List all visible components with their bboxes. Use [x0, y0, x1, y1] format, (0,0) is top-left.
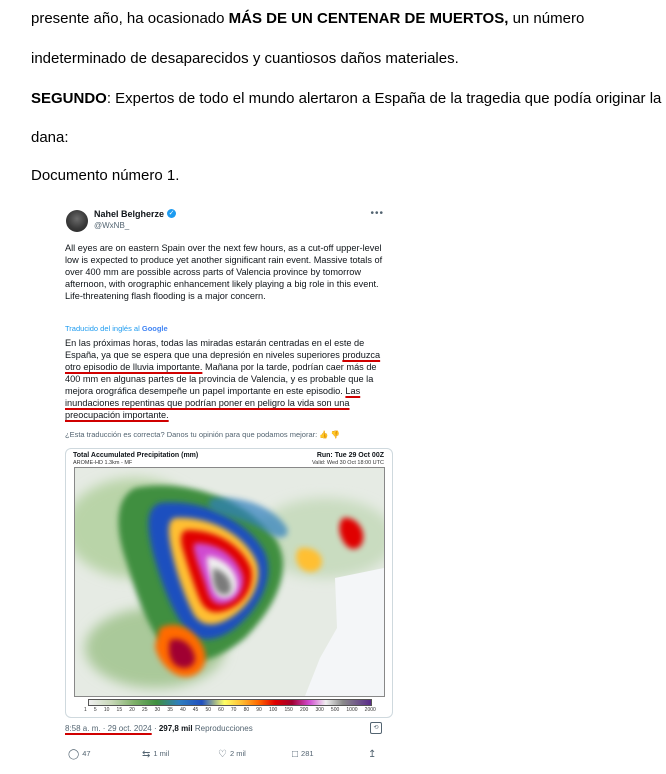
reply-button[interactable]: ◯ 47 [68, 749, 91, 760]
reply-icon: ◯ [68, 749, 80, 760]
embedded-tweet [58, 200, 396, 774]
map-title: Total Accumulated Precipitation (mm) [73, 452, 199, 459]
tweet-translation-text: En las próximas horas, todas las miradas estarán centradas en el este de España, ya que se espera que una depresión en niveles superiores produzca otro episodio de lluvia importante. Mañana por la tarde, podrían caer más de 400 mm en algunas partes de la provincia de Valencia, y es probable que la mejora orográfica desempeñe un papel importante en este episodio. Las inundaciones repentinas que podrían poner en peligro la vida son una preocupación importante. [65, 338, 381, 420]
thumbs-down-icon[interactable]: 👎 [330, 430, 341, 439]
bold-phrase-deaths: MÁS DE UN CENTENAR DE MUERTOS, [228, 10, 509, 27]
repost-button[interactable]: ⇆ 1 mil [142, 749, 170, 760]
map-valid-label: Valid: Wed 30 Oct 18:00 UTC [312, 460, 384, 466]
doc-line-4: dana: [31, 129, 69, 146]
author-handle[interactable]: @WxNB_ [94, 221, 130, 230]
avatar[interactable] [66, 210, 88, 232]
verified-badge-icon: ✓ [168, 210, 175, 217]
author-name[interactable]: Nahel Belgherze [94, 209, 165, 219]
underlined-phrase-1: produzca otro episodio de lluvia importante. [65, 350, 381, 372]
share-button[interactable] [368, 749, 379, 760]
bold-label-segundo: SEGUNDO [31, 90, 107, 107]
views-label: Reproducciones [194, 724, 253, 733]
heart-icon: ♡ [218, 749, 227, 760]
views-count: 297,8 mil [158, 724, 193, 733]
more-options-icon[interactable]: ••• [370, 208, 384, 219]
map-run-label: Run: Tue 29 Oct 00Z [316, 452, 384, 459]
translated-by-label[interactable]: Traducido del inglés al Google [65, 324, 168, 333]
like-button[interactable]: ♡ 2 mil [218, 749, 246, 760]
doc-line-1: presente año, ha ocasionado MÁS DE UN CENTENAR DE MUERTOS, un número [31, 10, 585, 27]
analytics-icon[interactable]: ⟲ [370, 722, 382, 734]
share-icon: ↥ [368, 749, 377, 760]
bookmark-button[interactable]: □ 281 [292, 749, 314, 760]
thumbs-up-icon[interactable]: 👍 [319, 430, 329, 439]
bookmark-icon: □ [292, 749, 299, 760]
colorbar-ticks: 1 5 10 15 20 25 30 35 40 45 50 60 70 80 90 100 150 200 300 500 1000 2000 [84, 707, 376, 713]
precipitation-field [74, 467, 385, 697]
doc-line-3: SEGUNDO: Expertos de todo el mundo alertaron a España de la tragedia que podía originar la [31, 90, 662, 107]
map-colorbar [88, 699, 372, 706]
tweet-timestamp[interactable]: 8:58 a. m. · 29 oct. 2024 [65, 724, 152, 733]
doc-line-5: Documento número 1. [31, 167, 180, 184]
underlined-phrase-2: Las inundaciones repentinas que podrían poner en peligro la vida son una preocupación importante. [65, 386, 361, 420]
tweet-original-text: All eyes are on eastern Spain over the next few hours, as a cut-off upper-level low is expected to produce yet another significant rain event. Massive totals of over 400 mm are possible across parts of Valencia province by tomorrow afternoon, with orographic enhancement likely playing a big role in this event. Life-threatening flash flooding is a major concern. [65, 243, 383, 301]
doc-line-2: indeterminado de desaparecidos y cuantiosos daños materiales. [31, 50, 459, 67]
google-logo: Google [141, 324, 168, 333]
precipitation-map-image[interactable] [65, 448, 393, 718]
translation-feedback: ¿Esta traducción es correcta? Danos tu opinión para que podamos mejorar: 👍 👎 [65, 430, 341, 439]
repost-icon: ⇆ [142, 749, 151, 760]
map-model-label: AROME-HD 1.3km - MF [73, 460, 133, 466]
tweet-meta: 8:58 a. m. · 29 oct. 2024 · 297,8 mil Reproducciones [65, 724, 253, 733]
precipitation-field-graphic [75, 468, 384, 696]
